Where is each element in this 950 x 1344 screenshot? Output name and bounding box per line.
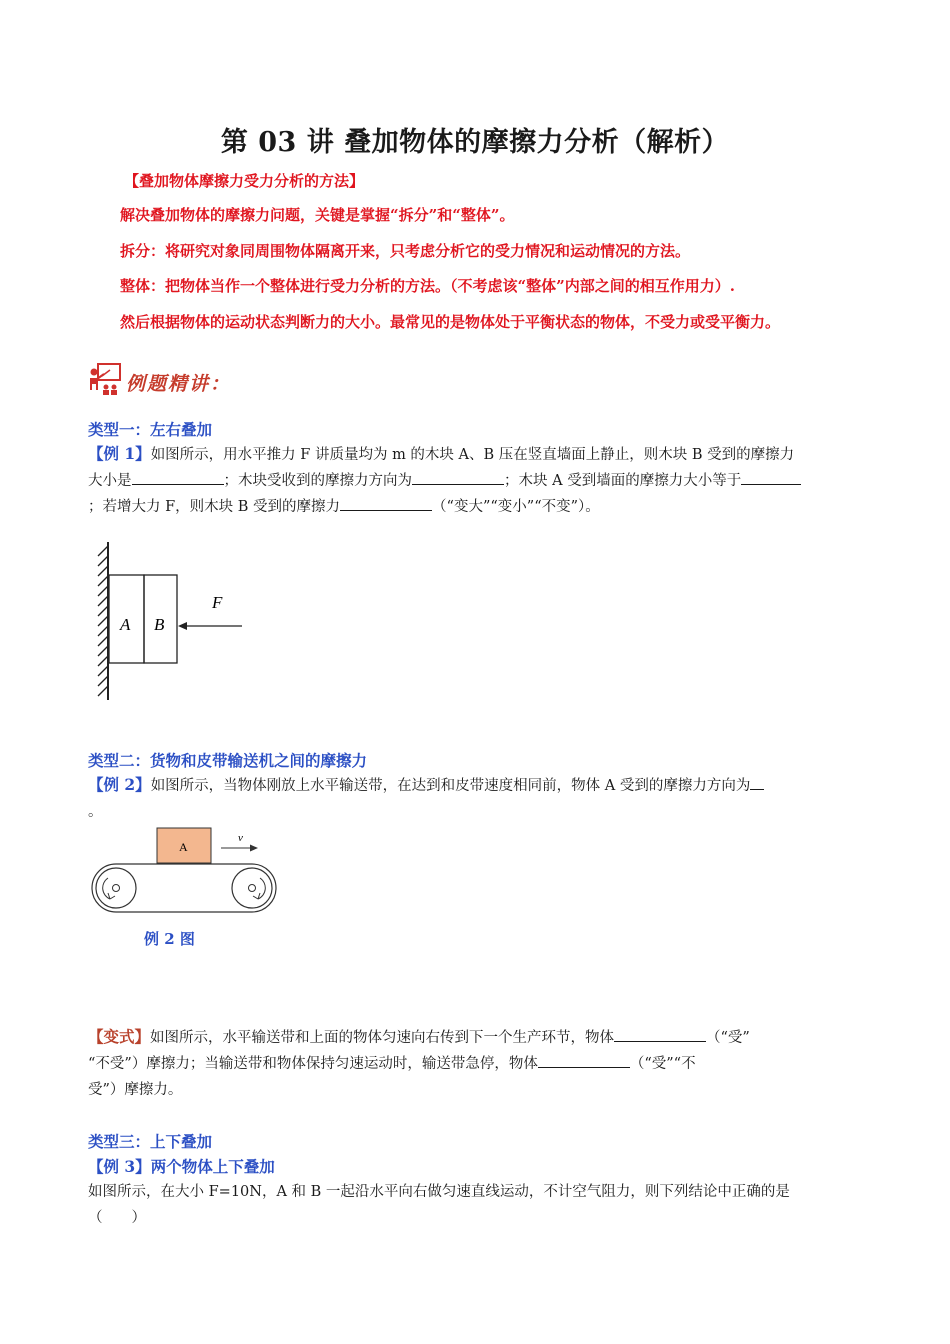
- answer-blank[interactable]: [340, 494, 432, 511]
- figure-wall-blocks: [90, 540, 260, 705]
- example3-tag: 【例 3】: [88, 1157, 151, 1176]
- type3-heading: 类型三：上下叠加: [88, 1132, 213, 1151]
- examples-heading: 例题精讲：: [126, 373, 232, 395]
- example2-tag: 【例 2】: [88, 775, 151, 794]
- example2-text: [88, 772, 888, 825]
- example1-tag: 【例 1】: [88, 444, 151, 463]
- figure-conveyor-belt: [88, 824, 283, 924]
- page-title: 第 03 讲 叠加物体的摩擦力分析（解析）: [220, 127, 730, 158]
- left-roller: [96, 868, 136, 908]
- answer-blank[interactable]: [132, 468, 224, 485]
- velocity-label: v: [238, 832, 243, 844]
- variant-line2b: （“受”“不: [629, 1056, 696, 1072]
- example3-header: [88, 1155, 275, 1177]
- variant-tag: 【变式】: [88, 1027, 151, 1046]
- answer-blank[interactable]: [741, 468, 801, 485]
- example1-line3a: ；若增大力 F，则木块 B 受到的摩擦力: [88, 499, 341, 515]
- figure2-caption: 例 2 图: [144, 930, 195, 948]
- label-f: F: [212, 593, 223, 612]
- answer-blank[interactable]: [614, 1025, 706, 1042]
- example1-line3b: （“变大”“变小”“不变”）。: [432, 499, 600, 515]
- example1-line2b: ；木块受收到的摩擦力方向为: [223, 473, 412, 489]
- label-b: B: [154, 615, 165, 634]
- answer-blank[interactable]: [412, 468, 504, 485]
- right-roller: [232, 868, 272, 908]
- teacher-icon: [88, 362, 122, 396]
- variant-line2a: “不受”）摩擦力；当输送带和物体保持匀速运动时，输送带急停，物体: [88, 1056, 538, 1072]
- example2-line1: 如图所示，当物体刚放上水平输送带，在达到和皮带速度相同前，物体 A 受到的摩擦力方向为: [150, 778, 751, 794]
- type2-heading: 类型二：货物和皮带输送机之间的摩擦力: [88, 751, 368, 770]
- variant-line1a: 如图所示，水平输送带和上面的物体匀速向右传到下一个生产环节，物体: [150, 1030, 615, 1046]
- example1-line2a: 大小是: [88, 473, 132, 489]
- example3-text: [88, 1179, 888, 1231]
- example3-line1: 如图所示，在大小 F=10N，A 和 B 一起沿水平向右做匀速直线运动，不计空气阻力，则下列结论中正确的是: [88, 1184, 790, 1200]
- block-label: A: [179, 840, 188, 854]
- example2-line2: 。: [88, 804, 103, 820]
- method-heading: 【叠加物体摩擦力受力分析的方法】: [124, 172, 365, 190]
- variant-line3: 受”）摩擦力。: [88, 1082, 183, 1098]
- example3-subtitle: 两个物体上下叠加: [150, 1157, 275, 1176]
- type1-heading: 类型一：左右叠加: [88, 420, 213, 439]
- example3-line2: （ ）: [88, 1210, 146, 1226]
- variant-text: [88, 1024, 888, 1103]
- method-line-3: 整体：把物体当作一个整体进行受力分析的方法。（不考虑该“整体”内部之间的相互作用力）.: [120, 277, 735, 295]
- variant-line1b: （“受”: [706, 1030, 750, 1046]
- method-line-4: 然后根据物体的运动状态判断力的大小。最常见的是物体处于平衡状态的物体，不受力或受平衡力。: [120, 313, 781, 331]
- example1-line2c: ；木块 A 受到墙面的摩擦力大小等于: [504, 473, 742, 489]
- label-a: A: [120, 615, 131, 634]
- method-line-1: 解决叠加物体的摩擦力问题，关键是掌握“拆分”和“整体”。: [120, 206, 515, 224]
- answer-blank[interactable]: [538, 1051, 630, 1068]
- force-arrow-icon: [178, 622, 187, 630]
- example1-text: [88, 441, 888, 520]
- velocity-arrow-icon: [250, 845, 258, 852]
- method-line-2: 拆分：将研究对象同周围物体隔离开来，只考虑分析它的受力情况和运动情况的方法。: [120, 242, 691, 260]
- answer-blank[interactable]: [750, 773, 764, 790]
- example1-line1: 如图所示，用水平推力 F 讲质量均为 m 的木块 A、B 压在竖直墙面上静止，则木块 B 受到的摩擦力: [150, 447, 795, 463]
